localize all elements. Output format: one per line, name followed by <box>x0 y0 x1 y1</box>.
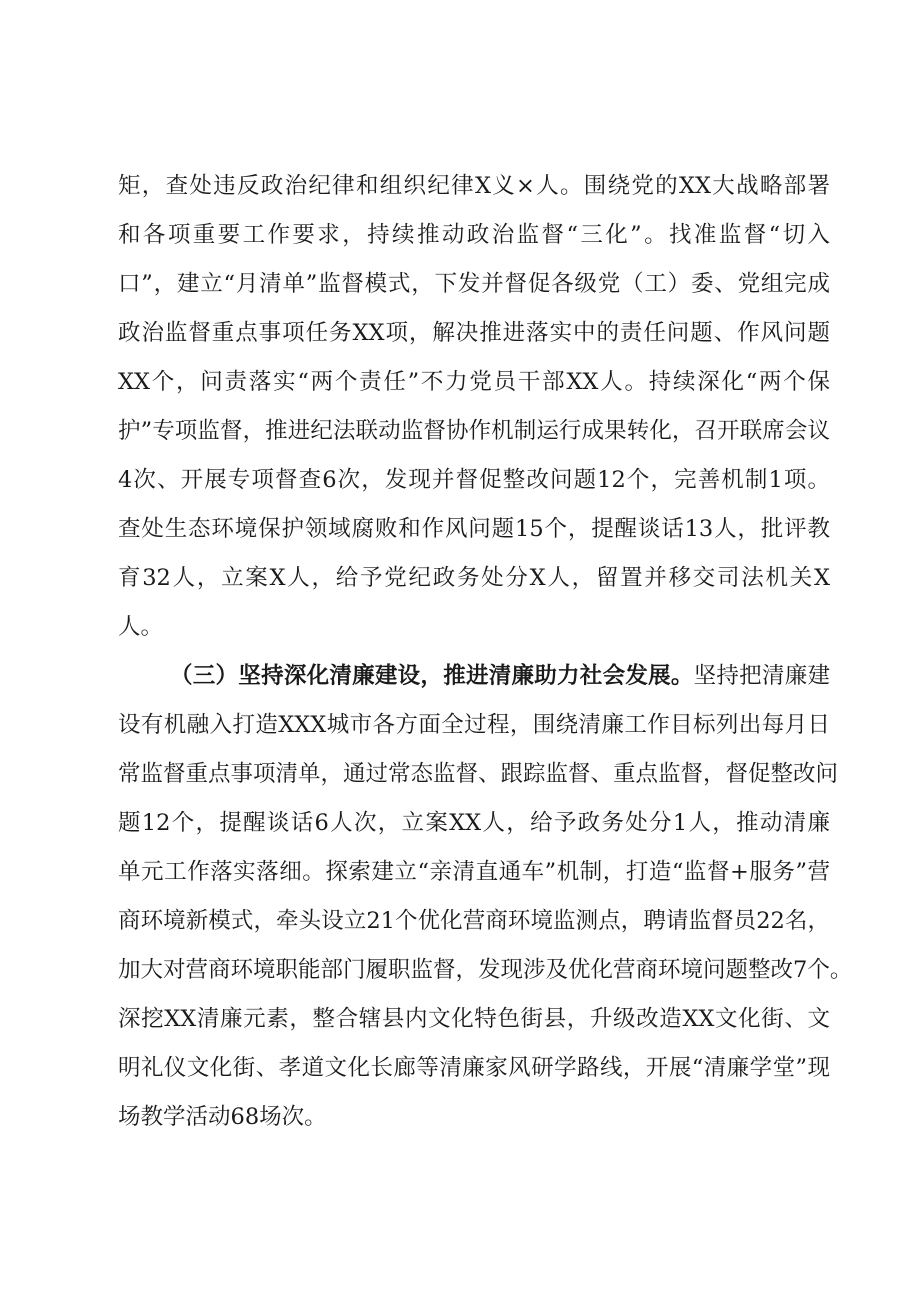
text-line: 深挖XX清廉元素，整合辖县内文化特色街县，升级改造XX文化街、文 <box>118 1006 830 1032</box>
text-line: 单元工作落实落细。探索建立“亲清直通车”机制，打造“监督+服务”营 <box>118 859 830 885</box>
text-line: 加大对营商环境职能部门履职监督，发现涉及优化营商环境问题整改7个。 <box>118 957 853 983</box>
text-line: 口”，建立“月清单”监督模式，下发并督促各级党（工）委、党组完成 <box>118 271 830 297</box>
text-line: 育32人，立案X人，给予党纪政务处分X人，留置并移交司法机关X <box>118 565 830 591</box>
text-line: 政治监督重点事项任务XX项，解决推进落实中的责任问题、作风问题 <box>118 320 830 346</box>
section-heading-line <box>170 654 830 698</box>
text-line: 护”专项监督，推进纪法联动监督协作机制运行成果转化，召开联席会议 <box>118 418 830 444</box>
text-line: 商环境新模式，牵头设立21个优化营商环境监测点，聘请监督员22名， <box>118 908 830 934</box>
text-line: 常监督重点事项清单，通过常态监督、跟踪监督、重点监督，督促整改问 <box>118 761 839 787</box>
text-line: 人。 <box>118 614 164 640</box>
heading-line-continuation: 坚持把清廉建 <box>693 663 830 689</box>
text-line: 场教学活动68场次。 <box>118 1104 327 1130</box>
text-line: 明礼仪文化街、孝道文化长廊等清廉家风研学路线，开展“清廉学堂”现 <box>118 1055 830 1081</box>
text-line: 查处生态环境保护领域腐败和作风问题15个，提醒谈话13人，批评教 <box>118 516 830 542</box>
section-heading: （三）坚持深化清廉建设，推进清廉助力社会发展。 <box>170 663 694 689</box>
text-line: 设有机融入打造XXX城市各方面全过程，围绕清廉工作目标列出每月日 <box>118 712 830 738</box>
text-line: XX个，问责落实“两个责任”不力党员干部XX人。持续深化“两个保 <box>118 369 830 395</box>
text-line: 4次、开展专项督查6次，发现并督促整改问题12个，完善机制1项。 <box>118 467 830 493</box>
text-line: 和各项重要工作要求，持续推动政治监督“三化”。找准监督“切入 <box>118 222 830 248</box>
text-line: 矩，查处违反政治纪律和组织纪律X义×人。围绕党的XX大战略部署 <box>118 173 830 199</box>
text-line: 题12个，提醒谈话6人次，立案XX人，给予政务处分1人，推动清廉 <box>118 810 830 836</box>
